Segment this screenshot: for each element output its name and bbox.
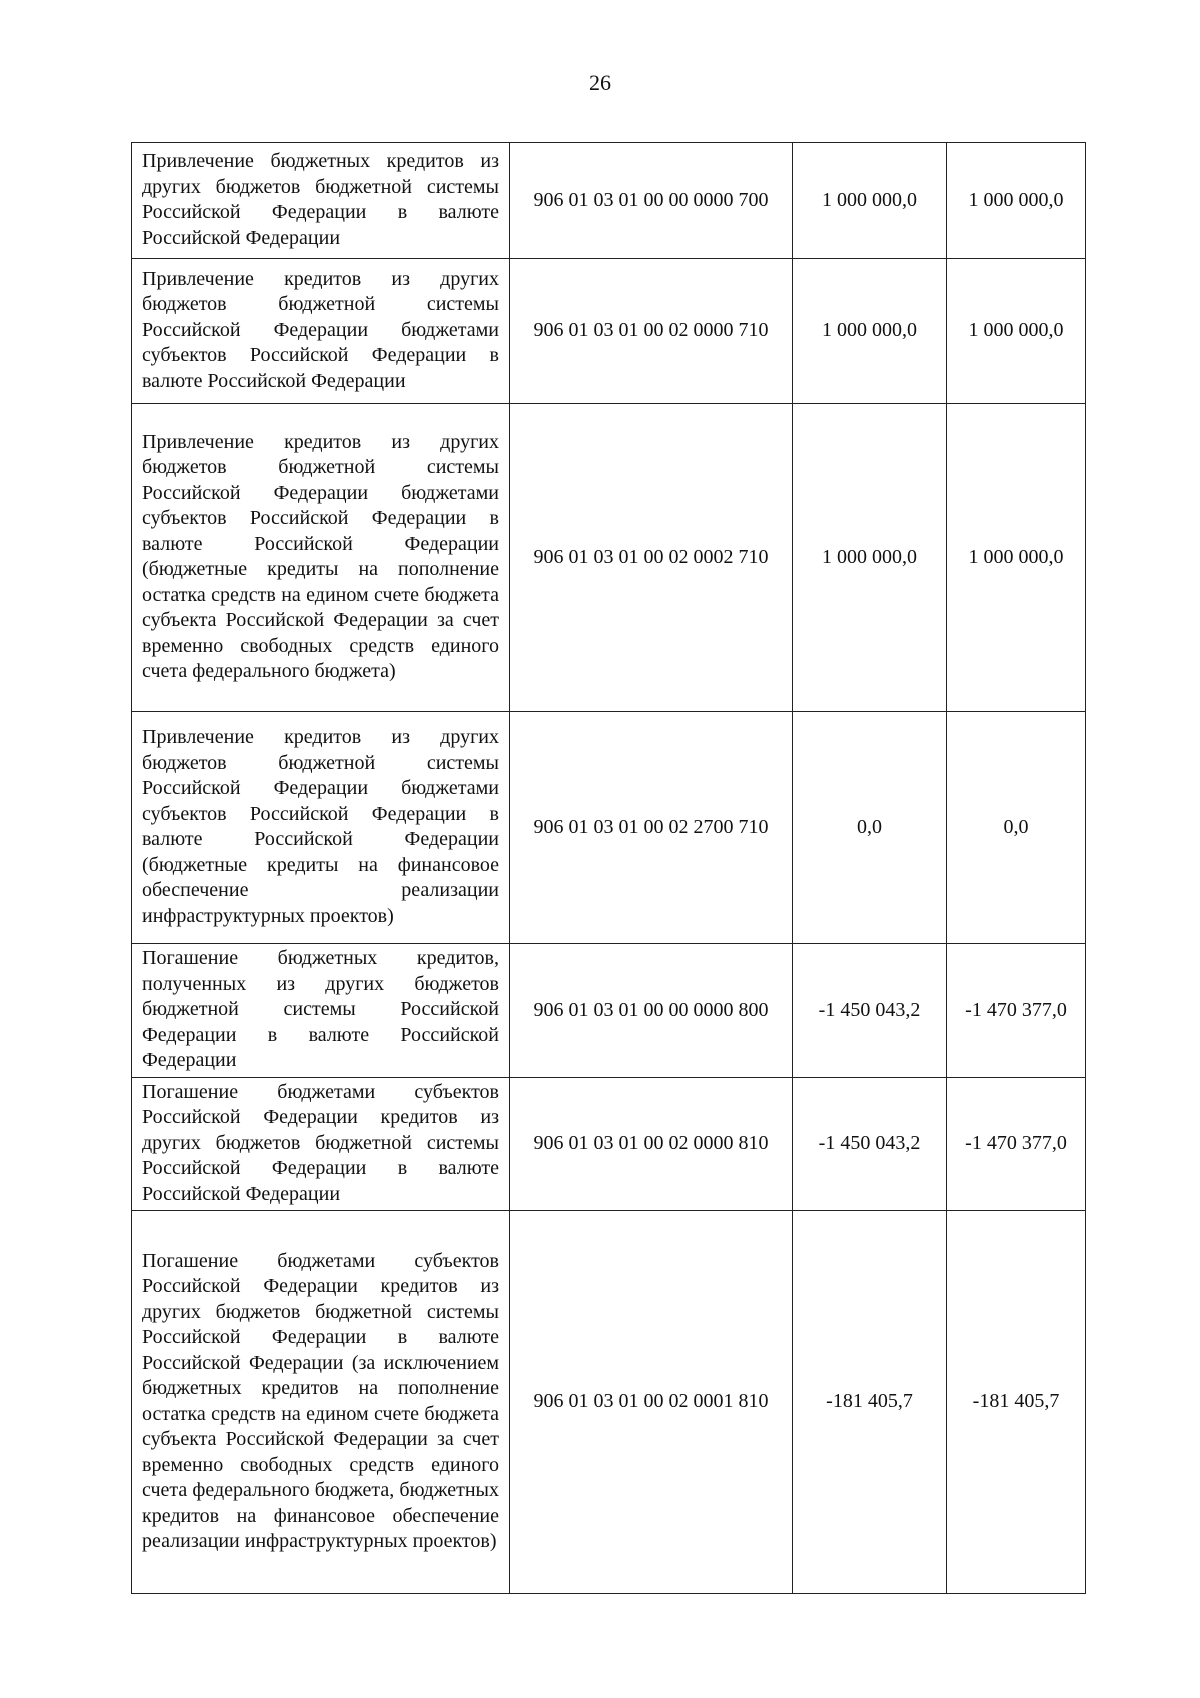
row-value-1-cell: -1 450 043,2 xyxy=(793,1077,947,1211)
row-value-1-cell: -181 405,7 xyxy=(793,1211,947,1594)
row-value-2-cell: 1 000 000,0 xyxy=(947,259,1086,404)
table-row xyxy=(132,1077,1086,1211)
row-value-1-cell: 1 000 000,0 xyxy=(793,404,947,712)
row-code-cell: 906 01 03 01 00 02 0001 810 xyxy=(510,1211,793,1594)
row-name-cell: Погашение бюджетами субъектов Российской Федерации кредитов из других бюджетов бюджетной системы Российской Федерации в валюте Российской Федерации xyxy=(132,1077,510,1211)
row-value-2-cell: 1 000 000,0 xyxy=(947,143,1086,259)
table-row xyxy=(132,143,1086,259)
row-value-1-cell: 1 000 000,0 xyxy=(793,143,947,259)
table-row xyxy=(132,712,1086,944)
budget-sources-table xyxy=(131,142,1086,1594)
row-name-cell: Привлечение кредитов из других бюджетов бюджетной системы Российской Федерации бюджетами субъектов Российской Федерации в валюте Российской Федерации xyxy=(132,259,510,404)
row-value-2-cell: 0,0 xyxy=(947,712,1086,944)
row-code-cell: 906 01 03 01 00 02 2700 710 xyxy=(510,712,793,944)
row-name-cell: Погашение бюджетных кредитов, полученных из других бюджетов бюджетной системы Российской Федерации в валюте Российской Федерации xyxy=(132,944,510,1078)
row-name-cell: Погашение бюджетами субъектов Российской Федерации кредитов из других бюджетов бюджетной системы Российской Федерации в валюте Российской Федерации (за исключением бюджетных кредитов на пополнение остатка средств на едином счете бюджета субъекта Российской Федерации за счет временно свободных средств единого счета федерального бюджета, бюджетных кредитов на финансовое обеспечение реализации инфраструктурных проектов) xyxy=(132,1211,510,1594)
row-code-cell: 906 01 03 01 00 02 0002 710 xyxy=(510,404,793,712)
table-row xyxy=(132,944,1086,1078)
row-value-2-cell: -1 470 377,0 xyxy=(947,1077,1086,1211)
row-name-cell: Привлечение кредитов из других бюджетов бюджетной системы Российской Федерации бюджетами субъектов Российской Федерации в валюте Российской Федерации (бюджетные кредиты на пополнение остатка средств на едином счете бюджета субъекта Российской Федерации за счет временно свободных средств единого счета федерального бюджета) xyxy=(132,404,510,712)
row-code-cell: 906 01 03 01 00 00 0000 700 xyxy=(510,143,793,259)
table-row xyxy=(132,1211,1086,1594)
row-name-cell: Привлечение кредитов из других бюджетов бюджетной системы Российской Федерации бюджетами субъектов Российской Федерации в валюте Российской Федерации (бюджетные кредиты на финансовое обеспечение реализации инфраструктурных проектов) xyxy=(132,712,510,944)
row-code-cell: 906 01 03 01 00 02 0000 810 xyxy=(510,1077,793,1211)
row-code-cell: 906 01 03 01 00 00 0000 800 xyxy=(510,944,793,1078)
row-value-1-cell: 1 000 000,0 xyxy=(793,259,947,404)
row-code-cell: 906 01 03 01 00 02 0000 710 xyxy=(510,259,793,404)
row-value-2-cell: 1 000 000,0 xyxy=(947,404,1086,712)
table-row xyxy=(132,404,1086,712)
row-value-1-cell: 0,0 xyxy=(793,712,947,944)
page-number: 26 xyxy=(589,70,611,95)
row-value-2-cell: -1 470 377,0 xyxy=(947,944,1086,1078)
row-name-cell: Привлечение бюджетных кредитов из других бюджетов бюджетной системы Российской Федерации в валюте Российской Федерации xyxy=(132,143,510,259)
row-value-2-cell: -181 405,7 xyxy=(947,1211,1086,1594)
table-row xyxy=(132,259,1086,404)
row-value-1-cell: -1 450 043,2 xyxy=(793,944,947,1078)
